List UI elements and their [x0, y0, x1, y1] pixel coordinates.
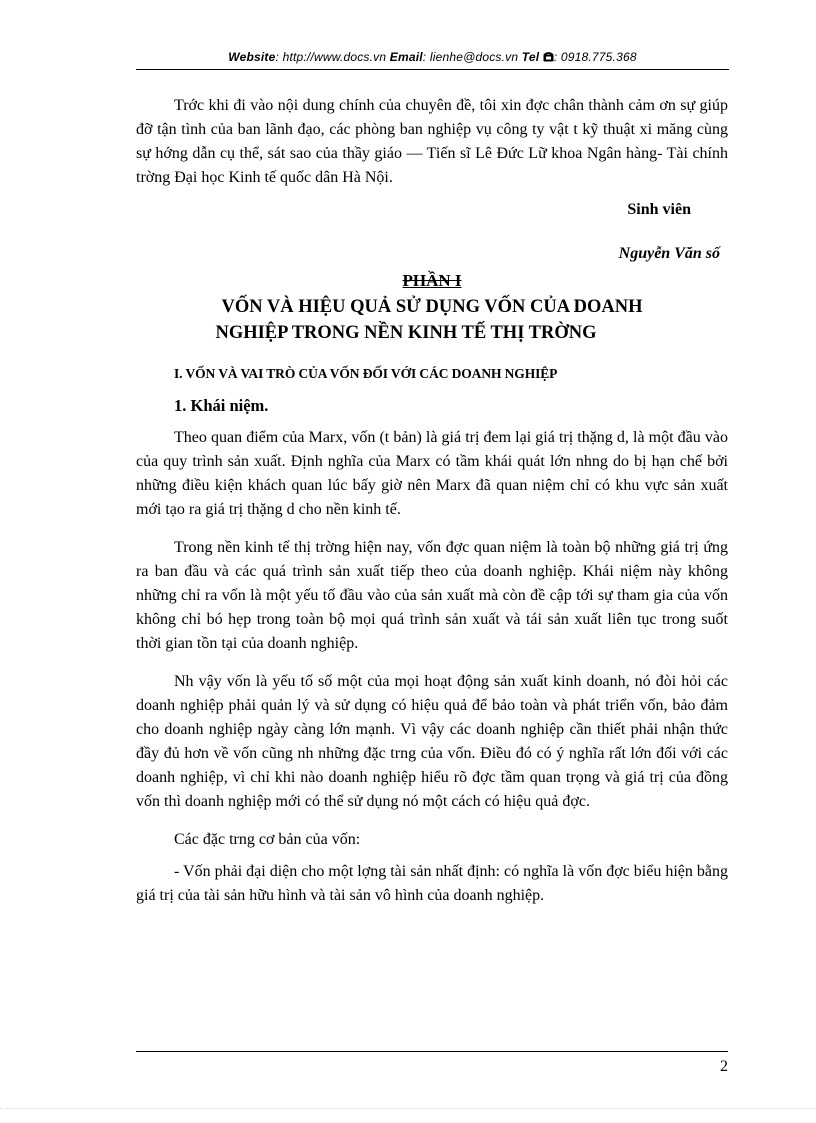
website-value: : http://www.docs.vn: [275, 50, 387, 64]
body-paragraph-2: Trong nền kinh tế thị trờng hiện nay, vốn đợc quan niệm là toàn bộ những giá trị ứng ra ban đầu và các quá trình sản xuất tiếp theo của doanh nghiệp. Khái niệm này không những chỉ ra vốn là một yếu tố đầu vào của sản xuất mà còn đề cập tới sự tham gia của vốn không chỉ bó hẹp trong toàn bộ mọi quá trình sản xuất và tái sản xuất liên tục trong suốt thời gian tồn tại của doanh nghiệp.: [136, 539, 728, 652]
email-value: : lienhe@docs.vn: [422, 50, 519, 64]
body-paragraph-4: Các đặc trng cơ bản của vốn:: [174, 831, 361, 848]
part-title-line-1: VỐN VÀ HIỆU QUẢ SỬ DỤNG VỐN CỦA DOANH: [221, 297, 643, 317]
part-title: [136, 294, 728, 346]
email-label: Email: [389, 50, 423, 64]
page-bottom-border: [0, 1108, 816, 1109]
header-rule: [136, 69, 729, 70]
part-label-text: PHẦN I: [402, 271, 462, 290]
subsection-heading: 1. Khái niệm.: [174, 396, 269, 415]
page-number: 2: [720, 1058, 728, 1075]
body-paragraph-5: - Vốn phải đại diện cho một lợng tài sản nhất định: có nghĩa là vốn đợc biểu hiện bằng giá trị của tài sản hữu hình và tài sản vô hình của doanh nghiệp.: [136, 863, 728, 904]
section-heading: I. VỐN VÀ VAI TRÒ CỦA VỐN ĐỐI VỚI CÁC DOANH NGHIỆP: [174, 366, 558, 381]
signature-name: Nguyễn Văn số: [618, 245, 720, 262]
phone-icon: [543, 52, 554, 62]
website-label: Website: [228, 50, 276, 64]
page-header: [136, 50, 729, 64]
body-paragraph-3: Nh vậy vốn là yếu tố số một của mọi hoạt động sản xuất kinh doanh, nó đòi hỏi các doanh nghiệp phải quản lý và sử dụng có hiệu quả để bảo toàn và phát triển vốn, bảo đảm cho doanh nghiệp ngày càng lớn mạnh. Vì vậy các doanh nghiệp cần thiết phải nhận thức đầy đủ hơn về vốn cũng nh những đặc trng của vốn. Điều đó có ý nghĩa rất lớn đối với các doanh nghiệp, vì chỉ khi nào doanh nghiệp hiểu rõ đợc tầm quan trọng và giá trị của đồng vốn thì doanh nghiệp mới có thể sử dụng nó một cách có hiệu quả đợc.: [136, 673, 728, 810]
intro-paragraph: Trớc khi đi vào nội dung chính của chuyên đề, tôi xin đợc chân thành cảm ơn sự giúp đỡ tận tình của ban lãnh đạo, các phòng ban nghiệp vụ công ty vật t kỹ thuật xi măng cùng sự hớng dẫn cụ thể, sát sao của thầy giáo — Tiến sĩ Lê Đức Lữ khoa Ngân hàng- Tài chính trờng Đại học Kinh tế quốc dân Hà Nội.: [136, 97, 728, 186]
footer-rule: [136, 1051, 728, 1052]
part-title-line-2: NGHIỆP TRONG NỀN KINH TẾ THỊ TRỜNG: [215, 323, 597, 343]
page-content: [136, 94, 728, 908]
body-paragraph-1: Theo quan điểm của Marx, vốn (t bản) là giá trị đem lại giá trị thặng d, là một đầu vào của quy trình sản xuất. Định nghĩa của Marx có tầm khái quát lớn nhng do bị hạn chế bởi những điều kiện khách quan lúc bấy giờ nên Marx đã quan niệm chỉ có khu vực sản xuất mới tạo ra giá trị thặng d cho nền kinh tế.: [136, 429, 728, 518]
part-label: [136, 270, 728, 292]
signature-title: Sinh viên: [627, 201, 691, 218]
tel-label: Tel: [521, 50, 540, 64]
tel-value: : 0918.775.368: [553, 50, 637, 64]
